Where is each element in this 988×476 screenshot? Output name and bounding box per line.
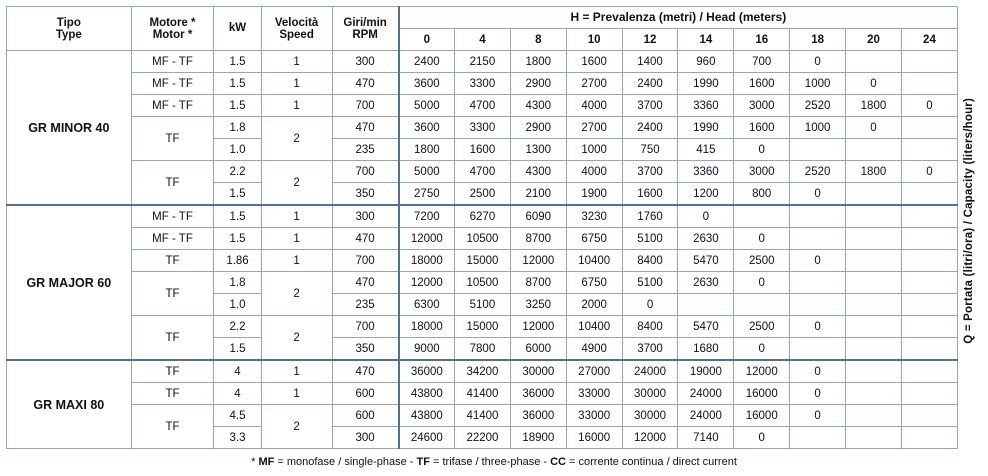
flow-cell: 1600 [455,139,511,161]
rpm-value: 700 [332,316,399,338]
flow-cell: 0 [734,272,790,294]
rpm-value: 470 [332,228,399,250]
motor-type: TF [131,405,214,449]
speed-stages: 1 [261,250,332,272]
flow-cell-empty [846,183,902,206]
power-kw: 3.3 [214,427,261,449]
flow-cell: 3250 [510,294,566,316]
flow-cell: 3600 [399,117,455,139]
flow-cell: 3700 [622,161,678,183]
footnote-p4: = corrente continua / direct current [565,456,737,468]
footnote-p2: = monofase / single-phase - [274,456,417,468]
power-kw: 1.5 [214,51,261,73]
flow-cell: 3230 [566,205,622,228]
flow-cell: 30000 [622,405,678,427]
flow-cell: 5100 [455,294,511,316]
flow-cell: 3000 [734,161,790,183]
speed-stages: 1 [261,228,332,250]
flow-cell: 700 [734,51,790,73]
flow-cell: 6300 [399,294,455,316]
flow-cell: 1400 [622,51,678,73]
speed-stages: 2 [261,161,332,206]
flow-cell-empty [901,405,957,427]
flow-cell: 0 [790,405,846,427]
flow-cell: 7800 [455,338,511,361]
flow-cell: 0 [678,205,734,228]
header-head-4: 4 [455,29,511,51]
flow-cell: 18000 [399,250,455,272]
flow-cell: 3000 [734,95,790,117]
flow-cell: 2630 [678,272,734,294]
flow-cell: 33000 [566,383,622,405]
flow-cell: 2000 [566,294,622,316]
flow-cell: 2900 [510,73,566,95]
power-kw: 4.5 [214,405,261,427]
header-kw: kW [214,7,261,51]
footnote [0,456,988,468]
flow-cell-empty [901,73,957,95]
speed-stages: 2 [261,117,332,161]
rpm-value: 300 [332,205,399,228]
header-head-12: 12 [622,29,678,51]
flow-cell: 10400 [566,250,622,272]
rpm-value: 350 [332,338,399,361]
power-kw: 1.5 [214,228,261,250]
flow-cell: 2400 [399,51,455,73]
rpm-value: 600 [332,383,399,405]
flow-cell: 2500 [734,316,790,338]
motor-type: MF - TF [131,51,214,73]
flow-cell: 4700 [455,161,511,183]
power-kw: 4 [214,383,261,405]
power-kw: 1.5 [214,183,261,206]
speed-stages: 1 [261,73,332,95]
flow-cell: 1800 [846,161,902,183]
flow-cell: 960 [678,51,734,73]
flow-cell: 1000 [566,139,622,161]
flow-cell: 1900 [566,183,622,206]
flow-cell: 2500 [455,183,511,206]
rpm-value: 600 [332,405,399,427]
flow-cell: 6750 [566,272,622,294]
flow-cell: 8400 [622,316,678,338]
flow-cell: 0 [790,383,846,405]
flow-cell: 1600 [566,51,622,73]
motor-type: MF - TF [131,228,214,250]
flow-cell: 1800 [846,95,902,117]
flow-cell: 41400 [455,405,511,427]
flow-cell: 10500 [455,272,511,294]
flow-cell-empty [846,360,902,383]
flow-cell: 2520 [790,95,846,117]
power-kw: 1.5 [214,95,261,117]
flow-cell: 3360 [678,161,734,183]
flow-cell: 6750 [566,228,622,250]
spec-sheet-page [0,6,988,476]
flow-cell: 12000 [399,228,455,250]
flow-cell: 2750 [399,183,455,206]
flow-cell: 8700 [510,228,566,250]
flow-cell: 4300 [510,95,566,117]
flow-cell: 24600 [399,427,455,449]
rpm-value: 470 [332,360,399,383]
flow-cell: 2400 [622,73,678,95]
power-kw: 1.5 [214,73,261,95]
footnote-cc: CC [550,456,566,468]
power-kw: 1.8 [214,117,261,139]
table-row [7,250,958,272]
flow-cell-empty [846,338,902,361]
table-row [7,405,958,427]
speed-stages: 1 [261,205,332,228]
table-row [7,228,958,250]
motor-type: TF [131,316,214,361]
speed-stages: 1 [261,383,332,405]
power-kw: 1.86 [214,250,261,272]
header-motore [131,7,214,51]
flow-cell: 1990 [678,73,734,95]
flow-cell-empty [901,139,957,161]
flow-cell-empty [901,51,957,73]
flow-cell: 43800 [399,383,455,405]
flow-cell-empty [901,338,957,361]
flow-cell: 16000 [734,405,790,427]
flow-cell: 0 [901,95,957,117]
flow-cell: 0 [790,250,846,272]
footnote-tf: TF [416,456,430,468]
flow-cell: 12000 [622,427,678,449]
flow-cell: 1200 [678,183,734,206]
flow-cell: 10400 [566,316,622,338]
flow-cell: 415 [678,139,734,161]
flow-cell-empty [901,360,957,383]
flow-cell: 43800 [399,405,455,427]
power-kw: 2.2 [214,161,261,183]
motor-type: TF [131,383,214,405]
flow-cell: 750 [622,139,678,161]
flow-cell: 2700 [566,73,622,95]
flow-cell: 0 [790,360,846,383]
flow-cell: 0 [790,51,846,73]
flow-cell-empty [790,272,846,294]
flow-cell: 12000 [510,316,566,338]
speed-stages: 1 [261,51,332,73]
flow-cell-empty [846,383,902,405]
table-row [7,383,958,405]
rpm-value: 470 [332,117,399,139]
flow-cell: 8700 [510,272,566,294]
flow-cell: 30000 [510,360,566,383]
motor-type: TF [131,117,214,161]
flow-cell-empty [901,228,957,250]
flow-cell: 15000 [455,250,511,272]
flow-cell: 7140 [678,427,734,449]
speed-stages: 1 [261,95,332,117]
capacity-axis-label-text: Q = Portata (litri/ora) / Capacity (liters/hour) [963,98,975,344]
flow-cell-empty [901,205,957,228]
flow-cell: 0 [734,139,790,161]
flow-cell-empty [846,316,902,338]
speed-stages: 2 [261,272,332,316]
flow-cell: 1300 [510,139,566,161]
flow-cell: 41400 [455,383,511,405]
model-name: GR MINOR 40 [7,51,132,206]
model-name: GR MAJOR 60 [7,205,132,360]
flow-cell: 2400 [622,117,678,139]
power-kw: 1.0 [214,139,261,161]
flow-cell-empty [790,205,846,228]
speed-stages: 1 [261,360,332,383]
header-velocita [261,7,332,51]
flow-cell: 4700 [455,95,511,117]
header-head-20: 20 [846,29,902,51]
flow-cell: 0 [846,117,902,139]
model-name: GR MAXI 80 [7,360,132,449]
header-tipo-en: Type [55,28,82,41]
speed-stages: 2 [261,316,332,361]
flow-cell: 0 [734,338,790,361]
table-row [7,161,958,183]
header-head-16: 16 [734,29,790,51]
flow-cell: 5000 [399,161,455,183]
flow-cell-empty [901,117,957,139]
rpm-value: 470 [332,73,399,95]
header-rpm-en: RPM [352,28,378,41]
flow-cell-empty [790,139,846,161]
flow-cell: 0 [734,427,790,449]
flow-cell-empty [846,405,902,427]
flow-cell-empty [901,427,957,449]
flow-cell: 7200 [399,205,455,228]
power-kw: 2.2 [214,316,261,338]
flow-cell: 5470 [678,250,734,272]
flow-cell: 1990 [678,117,734,139]
motor-type: MF - TF [131,73,214,95]
flow-cell: 12000 [510,250,566,272]
flow-cell: 0 [790,183,846,206]
flow-cell: 4000 [566,161,622,183]
power-kw: 1.5 [214,205,261,228]
rpm-value: 350 [332,183,399,206]
flow-cell: 4900 [566,338,622,361]
flow-cell-empty [846,250,902,272]
pump-performance-table [6,6,958,449]
header-velocita-it: Velocità [274,16,319,29]
flow-cell: 30000 [622,383,678,405]
motor-type: TF [131,250,214,272]
table-row [7,95,958,117]
footnote-mf: MF [258,456,275,468]
flow-cell: 34200 [455,360,511,383]
flow-cell: 2630 [678,228,734,250]
flow-cell: 3700 [622,338,678,361]
flow-cell: 2100 [510,183,566,206]
flow-cell: 6090 [510,205,566,228]
flow-cell: 5100 [622,272,678,294]
flow-cell: 18900 [510,427,566,449]
rpm-value: 300 [332,427,399,449]
motor-type: TF [131,161,214,206]
flow-cell: 3300 [455,73,511,95]
flow-cell-empty [790,338,846,361]
flow-cell: 36000 [399,360,455,383]
flow-cell-empty [846,51,902,73]
rpm-value: 235 [332,139,399,161]
capacity-axis-label [954,12,984,430]
flow-cell-empty [901,250,957,272]
flow-cell: 1800 [510,51,566,73]
flow-cell: 0 [622,294,678,316]
flow-cell-empty [846,272,902,294]
flow-cell-empty [901,383,957,405]
header-rpm-it: Giri/min [343,16,387,29]
table-body [7,51,958,449]
flow-cell-empty [846,205,902,228]
flow-cell: 2150 [455,51,511,73]
flow-cell: 27000 [566,360,622,383]
flow-cell: 1760 [622,205,678,228]
header-motore-en: Motor * [152,28,193,41]
footnote-p1: * [251,456,259,468]
table-row [7,73,958,95]
flow-cell-empty [790,427,846,449]
table-row [7,360,958,383]
footnote-p3: = trifase / three-phase - [429,456,551,468]
flow-cell: 12000 [734,360,790,383]
flow-cell: 8400 [622,250,678,272]
flow-cell: 0 [790,316,846,338]
table-row [7,272,958,294]
flow-cell: 24000 [622,360,678,383]
flow-cell: 24000 [678,383,734,405]
flow-cell: 5000 [399,95,455,117]
header-head-8: 8 [510,29,566,51]
rpm-value: 700 [332,250,399,272]
flow-cell-empty [846,228,902,250]
power-kw: 1.8 [214,272,261,294]
header-rpm [332,7,399,51]
flow-cell: 12000 [399,272,455,294]
rpm-value: 700 [332,161,399,183]
flow-cell: 2520 [790,161,846,183]
flow-cell: 16000 [566,427,622,449]
power-kw: 1.0 [214,294,261,316]
flow-cell: 36000 [510,383,566,405]
flow-cell: 1600 [734,117,790,139]
flow-cell: 2500 [734,250,790,272]
flow-cell: 16000 [734,383,790,405]
header-row-top [7,7,958,29]
flow-cell-empty [846,294,902,316]
flow-cell: 0 [901,161,957,183]
flow-cell-empty [846,427,902,449]
flow-cell-empty [901,316,957,338]
flow-cell: 36000 [510,405,566,427]
header-head-0: 0 [399,29,455,51]
header-head-title: H = Prevalenza (metri) / Head (meters) [399,7,958,29]
flow-cell: 10500 [455,228,511,250]
table-row [7,51,958,73]
flow-cell-empty [846,139,902,161]
flow-cell-empty [678,294,734,316]
flow-cell: 18000 [399,316,455,338]
header-head-24: 24 [901,29,957,51]
flow-cell-empty [734,294,790,316]
flow-cell-empty [901,183,957,206]
flow-cell: 5100 [622,228,678,250]
flow-cell: 19000 [678,360,734,383]
rpm-value: 700 [332,95,399,117]
flow-cell: 1000 [790,117,846,139]
motor-type: TF [131,360,214,383]
flow-cell: 1600 [622,183,678,206]
flow-cell: 4300 [510,161,566,183]
flow-cell: 0 [734,228,790,250]
table-header [7,7,958,51]
flow-cell: 0 [846,73,902,95]
flow-cell: 1600 [734,73,790,95]
flow-cell: 33000 [566,405,622,427]
flow-cell-empty [734,205,790,228]
flow-cell: 1000 [790,73,846,95]
header-head-18: 18 [790,29,846,51]
flow-cell: 3360 [678,95,734,117]
header-motore-it: Motore * [149,16,196,29]
power-kw: 1.5 [214,338,261,361]
speed-stages: 2 [261,405,332,449]
flow-cell: 3300 [455,117,511,139]
header-tipo-it: Tipo [56,16,81,29]
motor-type: MF - TF [131,95,214,117]
flow-cell: 24000 [678,405,734,427]
header-head-10: 10 [566,29,622,51]
table-row [7,316,958,338]
table-row [7,117,958,139]
flow-cell: 3700 [622,95,678,117]
flow-cell-empty [790,294,846,316]
flow-cell: 3600 [399,73,455,95]
rpm-value: 235 [332,294,399,316]
rpm-value: 300 [332,51,399,73]
table-row [7,205,958,228]
flow-cell: 22200 [455,427,511,449]
header-velocita-en: Speed [279,28,314,41]
motor-type: TF [131,272,214,316]
flow-cell: 1680 [678,338,734,361]
flow-cell: 9000 [399,338,455,361]
flow-cell: 15000 [455,316,511,338]
power-kw: 4 [214,360,261,383]
flow-cell: 4000 [566,95,622,117]
rpm-value: 470 [332,272,399,294]
header-head-14: 14 [678,29,734,51]
flow-cell-empty [901,294,957,316]
flow-cell: 2900 [510,117,566,139]
flow-cell: 800 [734,183,790,206]
header-tipo [7,7,132,51]
flow-cell-empty [901,272,957,294]
flow-cell-empty [790,228,846,250]
flow-cell: 6270 [455,205,511,228]
flow-cell: 6000 [510,338,566,361]
flow-cell: 1800 [399,139,455,161]
flow-cell: 2700 [566,117,622,139]
motor-type: MF - TF [131,205,214,228]
flow-cell: 5470 [678,316,734,338]
